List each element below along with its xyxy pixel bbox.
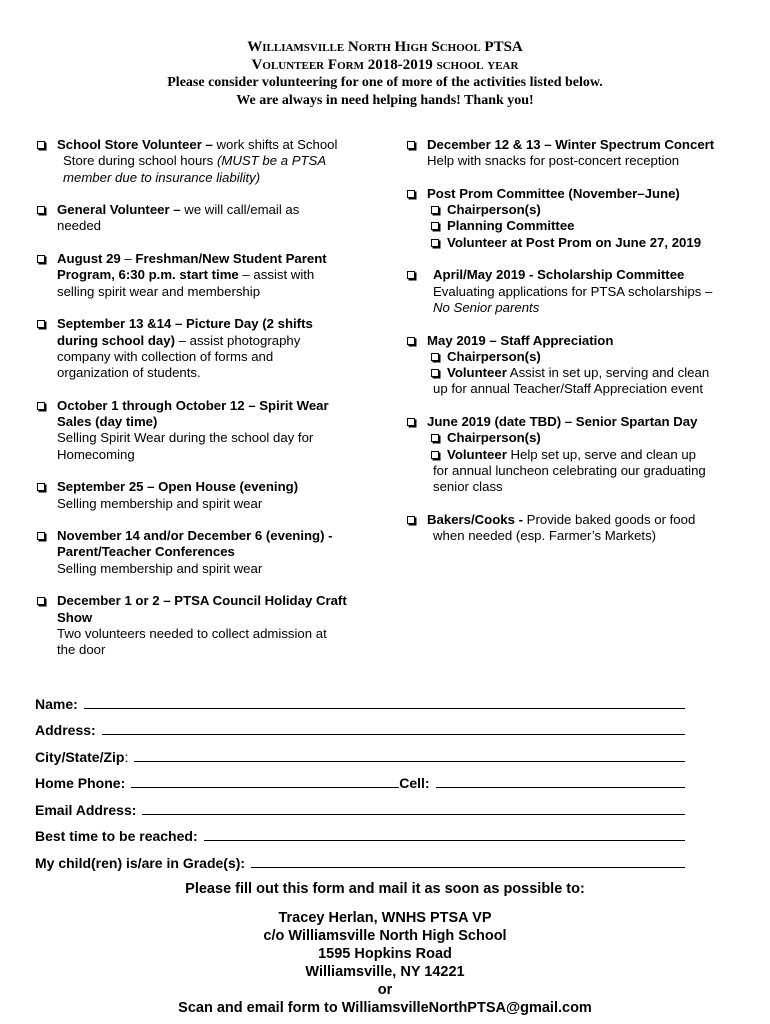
option-senior-day[interactable]: June 2019 (date TBD) – Senior Spartan Day Chairperson(s) Volunteer Help set up, serve and clean up for annual luncheon celebrating our graduating senior class [407, 414, 742, 495]
option-scholarship[interactable]: April/May 2019 - Scholarship Committee Evaluating applications for PTSA scholarships – No Senior parents [407, 267, 742, 316]
checkbox-icon[interactable] [431, 369, 439, 377]
city-state-zip-input-line[interactable] [134, 749, 685, 762]
option-spirit-wear[interactable]: October 1 through October 12 – Spirit Wear Sales (day time) Selling Spirit Wear during the school day for Homecoming [37, 398, 377, 463]
checkbox-icon[interactable] [37, 320, 45, 328]
suboption-post-prom-chair[interactable]: Chairperson(s) [427, 202, 742, 218]
suboption-post-prom-planning[interactable]: Planning Committee [427, 218, 742, 234]
name-input-line[interactable] [84, 696, 685, 709]
option-general-volunteer[interactable]: General Volunteer – we will call/email as needed [37, 202, 377, 235]
suboption-staff-volunteer[interactable]: Volunteer Assist in set up, serving and clean [427, 365, 742, 381]
checkbox-icon[interactable] [407, 271, 415, 279]
intro-line: Please consider volunteering for one of more of the activities listed below. [167, 75, 603, 90]
address-input-line[interactable] [102, 722, 685, 735]
best-time-input-line[interactable] [204, 828, 685, 841]
checkbox-icon[interactable] [37, 597, 45, 605]
address-line-3: 1595 Hopkins Road [318, 946, 452, 962]
option-open-house[interactable]: September 25 – Open House (evening) Selling membership and spirit wear [37, 479, 377, 512]
checkbox-icon[interactable] [407, 337, 415, 345]
form-title: Volunteer Form 2018-2019 school year [251, 57, 519, 73]
checkbox-icon[interactable] [407, 190, 415, 198]
suboption-senior-chair[interactable]: Chairperson(s) [427, 430, 742, 446]
address-line-4: Williamsville, NY 14221 [305, 964, 465, 980]
best-time-field[interactable]: Best time to be reached: [35, 818, 685, 845]
suboption-senior-volunteer[interactable]: Volunteer Help set up, serve and clean up [427, 447, 742, 463]
checkbox-icon[interactable] [37, 255, 45, 263]
right-column [407, 137, 742, 561]
checkbox-icon[interactable] [431, 353, 439, 361]
cell-input-line[interactable] [436, 775, 685, 788]
address-field[interactable]: Address: [35, 712, 685, 739]
home-phone-input-line[interactable] [131, 775, 399, 788]
form-header [0, 38, 770, 110]
scan-email-instruction: Scan and email form to WilliamsvilleNorthPTSA@gmail.com [178, 1000, 592, 1016]
checkbox-icon[interactable] [37, 141, 45, 149]
option-picture-day[interactable]: September 13 &14 – Picture Day (2 shifts during school day) – assist photography company with collection of forms and organization of students. [37, 316, 377, 381]
checkbox-icon[interactable] [37, 402, 45, 410]
option-staff-appreciation[interactable]: May 2019 – Staff Appreciation Chairperson(s) Volunteer Assist in set up, serving and clean up for annual Teacher/Staff Appreciation event [407, 333, 742, 398]
mail-title: Please fill out this form and mail it as soon as possible to: [185, 881, 585, 897]
option-post-prom[interactable]: Post Prom Committee (November–June) Chairperson(s) Planning Committee Volunteer at Post Prom on June 27, 2019 [407, 186, 742, 251]
option-bakers-cooks[interactable]: Bakers/Cooks - Provide baked goods or food when needed (esp. Farmer’s Markets) [407, 512, 742, 545]
checkbox-icon[interactable] [431, 239, 439, 247]
school-title: Williamsville North High School PTSA [247, 39, 523, 55]
checkbox-icon[interactable] [37, 483, 45, 491]
phone-fields[interactable]: Home Phone: Cell: [35, 765, 685, 792]
mailing-instructions [0, 880, 770, 1017]
option-conferences[interactable]: November 14 and/or December 6 (evening) - Parent/Teacher Conferences Selling membership and spirit wear [37, 528, 377, 577]
checkbox-icon[interactable] [37, 532, 45, 540]
address-line-1: Tracey Herlan, WNHS PTSA VP [278, 910, 492, 926]
checkbox-icon[interactable] [407, 141, 415, 149]
thanks-line: We are always in need helping hands! Thank you! [236, 93, 534, 108]
suboption-post-prom-volunteer[interactable]: Volunteer at Post Prom on June 27, 2019 [427, 235, 742, 251]
option-freshman-program[interactable]: August 29 – Freshman/New Student Parent Program, 6:30 p.m. start time – assist with selling spirit wear and membership [37, 251, 377, 300]
option-winter-concert[interactable]: December 12 & 13 – Winter Spectrum Concert Help with snacks for post-concert reception [407, 137, 742, 170]
email-input-line[interactable] [142, 802, 685, 815]
checkbox-icon[interactable] [37, 206, 45, 214]
option-school-store[interactable]: School Store Volunteer – work shifts at School Store during school hours (MUST be a PTSA member due to insurance liability) [37, 137, 377, 186]
checkbox-icon[interactable] [407, 418, 415, 426]
address-line-2: c/o Williamsville North High School [263, 928, 507, 944]
grade-field[interactable]: My child(ren) is/are in Grade(s): [35, 844, 685, 871]
checkbox-icon[interactable] [431, 434, 439, 442]
checkbox-icon[interactable] [407, 516, 415, 524]
or-text: or [377, 982, 393, 998]
city-state-zip-field[interactable]: City/State/Zip: [35, 738, 685, 765]
email-field[interactable]: Email Address: [35, 791, 685, 818]
checkbox-icon[interactable] [431, 206, 439, 214]
option-craft-show[interactable]: December 1 or 2 – PTSA Council Holiday Craft Show Two volunteers needed to collect admission at the door [37, 593, 377, 658]
contact-fields [35, 685, 685, 871]
name-field[interactable]: Name: [35, 685, 685, 712]
left-column [37, 137, 377, 675]
checkbox-icon[interactable] [431, 222, 439, 230]
suboption-staff-chair[interactable]: Chairperson(s) [427, 349, 742, 365]
grade-input-line[interactable] [251, 855, 685, 868]
checkbox-icon[interactable] [431, 451, 439, 459]
